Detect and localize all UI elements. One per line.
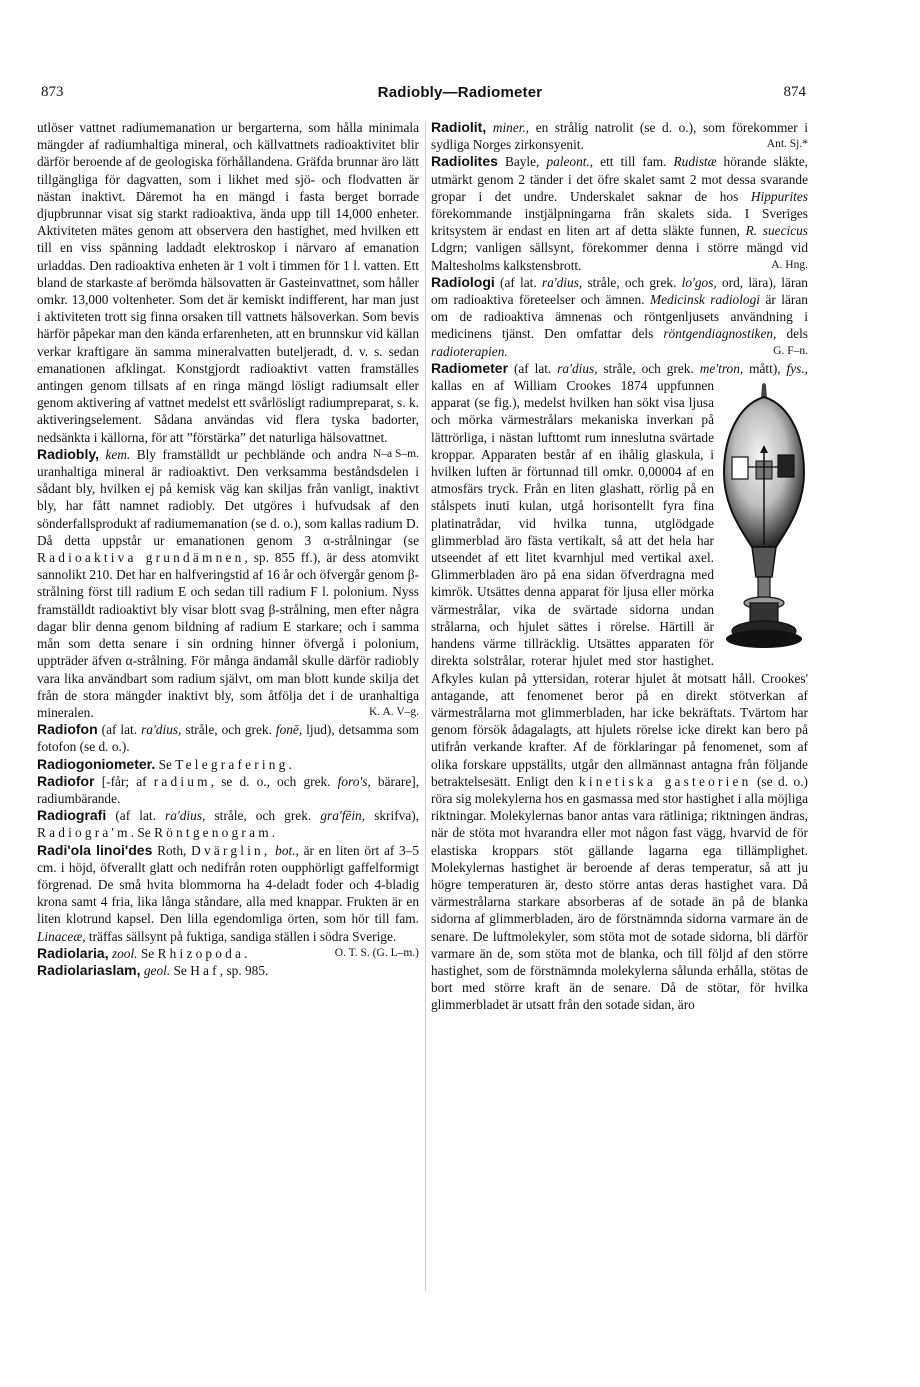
headword: Radiologi [431,273,495,290]
headword: Radiofor [37,772,95,789]
entry-radiolariaslam: Radiolariaslam, geol. Se Haf, sp. 985. [37,961,269,978]
column-separator [425,121,426,1291]
entry-radiogoniometer: Radiogoniometer. Se Telegrafering. [37,755,296,772]
entry-radiofor: Radiofor [-får; af radium, se d. o., och grek. foro's, bärare], radiumbärande. [37,772,420,806]
entry-radiola-linoides: Radi'ola linoi'des Roth, Dvärglin, bot., är en liten ört af 3–5 cm. i höjd, öfverallt glatt och nedifrån roten oupphörligt gaffelformigt förgrenad. De små hvita blommorna ha 4-deladt foder och 4-bladig krona samt 4 fria, lika långa ståndare, alla med knappar. Frukten är en liten klotrund kapsel. Den lilla egendomliga örten, som hör till fam. Linaceæ, träffas sällsynt på fuktiga, sandiga ställen i södra Sverige. O. T. S. (G. L–m.) [37,842,419,945]
cross-reference: Röntgenogram. [154,825,279,841]
right-column [431,119,808,1014]
entry-radiofon: Radiofon (af lat. ra'dius, stråle, och grek. fonē, ljud), detsamma som fotofon (se d. o.). [37,721,420,755]
headword: Radi'ola linoi'des [37,841,153,858]
radiometer-illustration [720,381,808,651]
entry-radiolit: Radiolit, miner., en strålig natrolit (se d. o.), som förekommer i sydliga Norges zirkonsyenit. Ant. Sj.* [431,119,808,153]
right-page-number: 874 [783,84,806,100]
cross-reference: kinetiska gasteorien [579,773,752,789]
entry-radiolaria: Radiolaria, zool. Se Rhizopoda. [37,944,251,961]
headword: Radiolites [431,153,498,170]
page-header [0,84,920,108]
cross-reference: Radioaktiva grundämnen [37,550,245,566]
headword: Radiografi [37,807,107,824]
cross-reference: Dvärglin, [191,842,271,858]
headword: Radiogoniometer. [37,755,156,772]
entry-radiometer: Radiometer (af lat. ra'dius, stråle, och grek. me'tron, mått), fys., kallas en af William Crookes 1874 uppfunnen apparat (se fig.), medelst hvilken han sökt visa ljusa och mörka värmestrålars mekaniska inverkan på lättrörliga, i nästan lufttomt rum inneslutna svärtade kroppar. Apparaten består af en ihålig glaskula, i hvilken luften är förtunnad till omkr. 0,00004 af en atmosfärs tryck. Från en liten glashatt, rörlig på en stålspets inuti kulan, utgå horisontellt fyra fina platinatrådar, vid hvilka tunna, utglödgade glimmerblad äro fästa vertikalt, så att det hela har utseendet af ett litet kvarnhjul med vertikal axel. Glimmerbladen äro på ena sidan öfverdragna med kimrök. Utsättes denna apparat för ljusa eller mörka värmestrålar, vika de svärtade sidorna undan strålarna, och hjulet sättes i rörelse. Härtill är handens värme tillräcklig. Utsättes apparaten för direkta solstrålar, roterar hjulet med stor hastighet. Afkyles kulan på yttersidan, roterar hjulet åt motsatt håll. Crookes' antagande, att fenomenet beror på en direkt stötverkan af värmestrålarna mot glimmerbladen, har icke bekräftats. Tvärtom har genom försök ådagalagts, att hjulets rörelse icke direkt kan bero på utifrån verkande krafter. Af de förklaringar på fenomenet, som af olika forskare uppställts, utgår den allmännast antagna från följande betraktelsesätt. Enligt den kinetiska gasteorien (se d. o.) röra sig molekylerna hos en gasmassa med stor hastighet i alla möjliga riktningar. Molekylernas banor antas vara rätliniga; riktningen ändras, när de stöta mot hvarandra eller mot någon fast vägg, hvarvid de för elastiska kroppars stöt gällande lagarna ega tillämplighet. Molekylernas hastighet är beroende af deras temperatur, så att ju högre temperaturen är, desto större antas deras hastighet vara. Då värmestrålarna starkare absorberas af de sotade än på de blanka sidorna af glimmerbladen, äro de förstnämnda sidorna varmare än de senare. De luftmolekyler, som stöta mot de sotade sidorna, bli därför varmare än de, som stöta mot de blanka, och till följd af den större hastighet, som de förstnämnda molekylerna sålunda erhålla, stötas de bort med större kraft än de senare. Då de stötar, för hvilka glimmerbladet är utsatt från den sotade sidan, äro [431,359,809,1013]
cross-reference: Radiogra'm [37,825,131,841]
headword: Radiolariaslam, [37,961,141,978]
entry-radiobly: Radiobly, kem. Bly framställdt ur pechblände och andra uranhaltiga mineral är radioaktivt. Den verksamma beståndsdelen i sådant bly, hvilken ej på kemisk väg kan skiljas från vanligt, inaktivt bly, har fått namnet radiobly. Det utgöres i hufvudsak af den sönderfallsprodukt af radiumemanation (se d. o.), som kallas radium D. Då detta uppstår ur emanationen genom 3 α-strålningar (se Radioaktiva grundämnen, sp. 855 ff.), är dess atomvikt sannolikt 210. Det har en halfveringstid af 16 år och öfvergår genom β-strålning först till radium E och sedan till radium F l. polonium. Nyss framställdt radioaktivt bly visar blott svag β-strålning, men efter några dagar blir denna genom bildning af radium E starkare; och i samma mån som detta senare i sin ordning hinner öfvergå i polonium, uppträder äfven α-strålning. För många ändamål skulle därför radiobly vara lika användbart som radium självt, om man blott kunde skilja det från de stora mängder inaktivt bly, som åtfölja det i de uranhaltiga mineralen. K. A. V–g. [37,445,419,720]
entry-radiografi: Radiografi (af lat. ra'dius, stråle, och grek. gra'fēin, skrifva), Radiogra'm. Se Röntgenogram. [37,807,420,841]
headword: Radiometer [431,359,509,376]
entry-radiologi: Radiologi (af lat. ra'dius, stråle, och grek. lo'gos, ord, lära), läran om radioaktiva företeelser och ämnen. Medicinsk radiologi är läran om de radioaktiva ämnenas och röntgenljusets användning i medicinens tjänst. Den omfattar dels röntgendiagnostiken, dels radioterapien. G. F–n. [431,273,808,359]
headword: Radiobly, [37,445,99,462]
entry-radiovatten-continued: utlöser vattnet radiumemanation ur bergarterna, som hålla minimala mängder af radiumhaltiga mineral, och källvattnets radioaktivitet blir därför beroende af de geologiska förhållandena. Gräfda brunnar äro lätt tillgängliga för dagvatten, som i likhet med sjö- och flodvatten är nästan inaktivt. Däremot ha en mängd i fasta berget borrade djupbrunnar visat sig starkt radioaktiva, ända upp till 14,000 enheter. Aktiviteten mätes genom att observera den hastighet, med hvilken ett till en viss spänning laddadt elektroskop i närvaro af emanation urladdas. Den radioaktiva enheten är 1 volt i timmen för 1 l. vatten. Ett bland de starkaste af berömda hälsovatten är Gasteinvattnet, som håller omkr. 13,000 voltenheter. Som det är kemiskt indifferent, har man just i aktiviteten trott sig finna orsaken till vattnets hälsoverkan. Som bevis härför påpekar man den kända erfarenheten, att en brunnskur vid källan verkar kraftigare än samma mineralvatten buteljeradt, d. v. s. sedan emanationen afklingat. Konstgjordt radioaktivt vatten framställes antingen genom tillsats af en ringa mängd lösligt radiumsalt eller genom aktivering af vattnet medelst ett svårlösligt radiumpreparat, s. k. aktiveringselement. Sådana användas vid flera tyska badorter, nedsänkta i källorna, för att ”förstärka” det naturliga hälsovattnet. N–a S–m. [37,119,419,446]
headword: Radiofon [37,721,98,738]
cross-reference: radium [153,773,211,789]
cross-reference: Telegrafering. [175,756,296,772]
author-signature: Ant. Sj.* [766,138,808,151]
author-signature: N–a S–m. [373,447,419,460]
left-column [37,119,419,979]
headword: Radiolaria, [37,944,109,961]
headword: Radiolit, [431,119,487,135]
entry-radiolites: Radiolites Bayle, paleont., ett till fam. Rudistæ hörande släkte, utmärkt genom 2 tänder i det öfre skalet samt 2 mot dessa svarande gropar i det undre. Underskalet saknar de hos Hippurites förekommande instjälpningarna från skalets sida. I Sveriges kritsystem är endast en liten art af detta släkte funnen, R. suecicus Ldgrn; vanligen sällsynt, förekommer denna i större mängd vid Maltesholms kalkstensbrott. A. Hng. [431,153,809,273]
author-signature: A. Hng. [771,258,808,271]
cross-reference: Haf [190,962,220,978]
running-title: Radiobly—Radiometer [377,84,543,101]
cross-reference: Rhizopoda. [157,945,251,961]
author-signature: G. F–n. [773,344,808,357]
left-page-number: 873 [41,84,64,100]
author-signature: O. T. S. (G. L–m.) [334,946,419,959]
author-signature: K. A. V–g. [369,705,419,718]
